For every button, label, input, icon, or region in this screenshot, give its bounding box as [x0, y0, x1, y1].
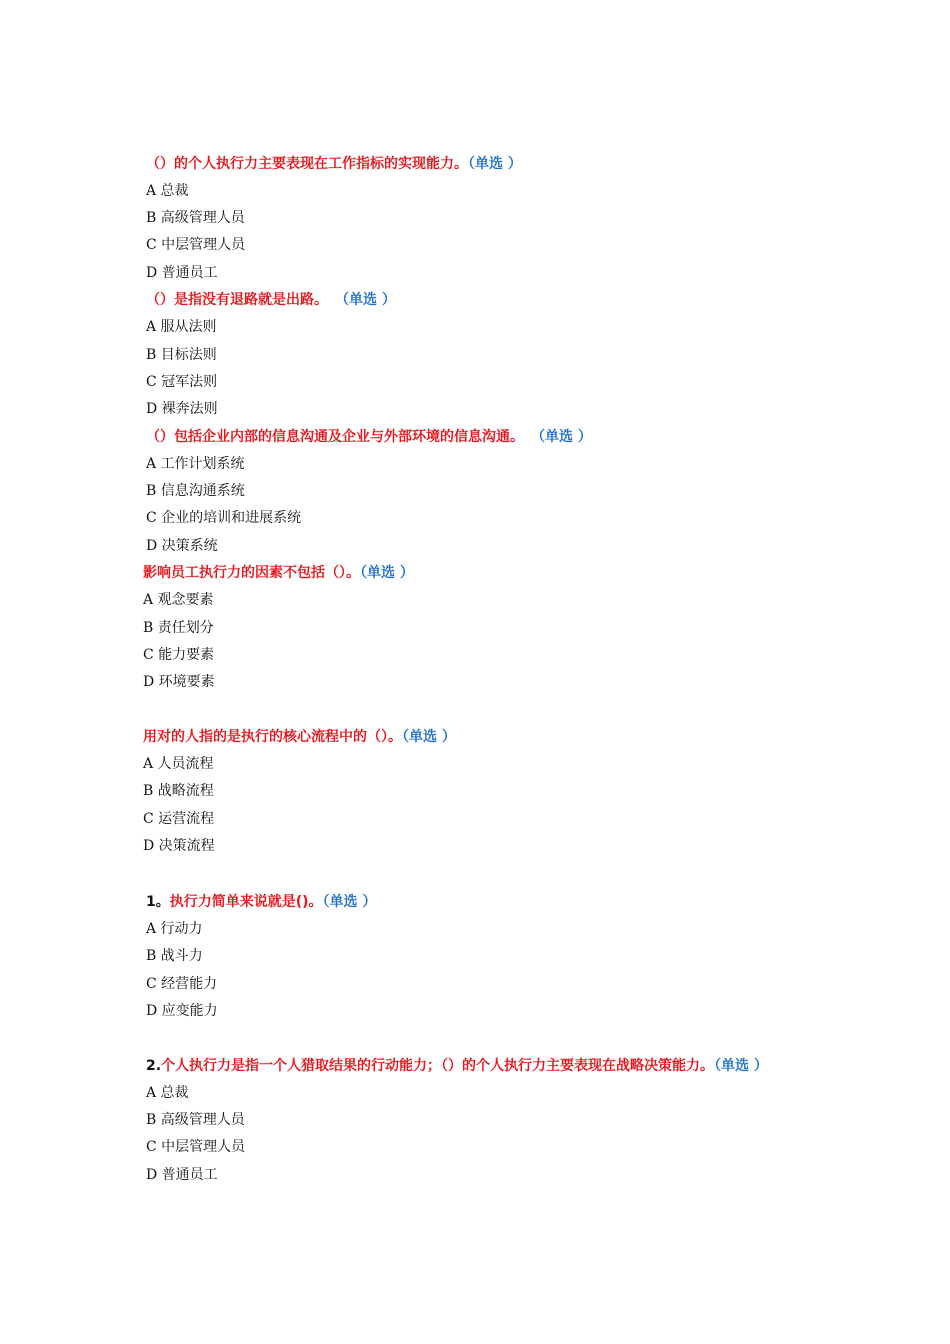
- option-c: C 能力要素: [143, 647, 215, 663]
- question-7: [146, 1057, 768, 1075]
- question-5: [143, 728, 456, 746]
- question-type-tag: （单选 ）: [360, 565, 414, 581]
- option-b: B 高级管理人员: [146, 210, 245, 226]
- option-a: A 总裁: [146, 1085, 189, 1101]
- option-c: C 中层管理人员: [146, 237, 246, 253]
- question-text: （）是指没有退路就是出路。: [146, 292, 328, 308]
- option-b: B 战略流程: [143, 783, 214, 799]
- option-d: D 裸奔法则: [146, 401, 218, 417]
- question-1: [146, 155, 522, 173]
- option-a: A 行动力: [146, 921, 203, 937]
- question-text: 个人执行力是指一个人猎取结果的行动能力；（）的个人执行力主要表现在战略决策能力。: [161, 1058, 715, 1074]
- option-b: B 目标法则: [146, 347, 217, 363]
- option-a: A 服从法则: [146, 319, 217, 335]
- option-d: D 环境要素: [143, 674, 215, 690]
- question-type-tag: （单选 ）: [342, 292, 396, 308]
- question-text: （）的个人执行力主要表现在工作指标的实现能力。: [146, 156, 468, 172]
- question-prefix: 2.: [146, 1058, 162, 1074]
- question-type-tag: （单选 ）: [468, 156, 522, 172]
- question-text: 执行力简单来说就是()。: [169, 894, 323, 910]
- option-c: C 经营能力: [146, 976, 218, 992]
- option-a: A 人员流程: [143, 756, 214, 772]
- question-type-tag: （单选 ）: [538, 429, 592, 445]
- option-a: A 观念要素: [143, 592, 214, 608]
- option-c: C 企业的培训和进展系统: [146, 510, 302, 526]
- option-c: C 冠军法则: [146, 374, 218, 390]
- option-a: A 总裁: [146, 183, 189, 199]
- option-d: D 普通员工: [146, 1167, 218, 1183]
- option-b: B 战斗力: [146, 948, 203, 964]
- option-d: D 决策系统: [146, 538, 218, 554]
- option-b: B 信息沟通系统: [146, 483, 245, 499]
- question-text: 用对的人指的是执行的核心流程中的（）。: [143, 729, 402, 745]
- question-6: [146, 893, 376, 911]
- option-c: C 中层管理人员: [146, 1139, 246, 1155]
- option-c: C 运营流程: [143, 811, 215, 827]
- question-text: 影响员工执行力的因素不包括（）。: [143, 565, 360, 581]
- option-b: B 责任划分: [143, 620, 214, 636]
- question-type-tag: （单选 ）: [322, 894, 377, 910]
- option-b: B 高级管理人员: [146, 1112, 245, 1128]
- option-a: A 工作计划系统: [146, 456, 245, 472]
- option-d: D 应变能力: [146, 1003, 218, 1019]
- question-3: [146, 428, 592, 446]
- question-4: [143, 564, 414, 582]
- question-text: （）包括企业内部的信息沟通及企业与外部环境的信息沟通。: [146, 429, 524, 445]
- option-d: D 决策流程: [143, 838, 215, 854]
- question-2: [146, 291, 396, 309]
- question-type-tag: （单选 ）: [714, 1058, 768, 1074]
- option-d: D 普通员工: [146, 265, 218, 281]
- question-prefix: 1。: [146, 894, 170, 910]
- question-type-tag: （单选 ）: [402, 729, 456, 745]
